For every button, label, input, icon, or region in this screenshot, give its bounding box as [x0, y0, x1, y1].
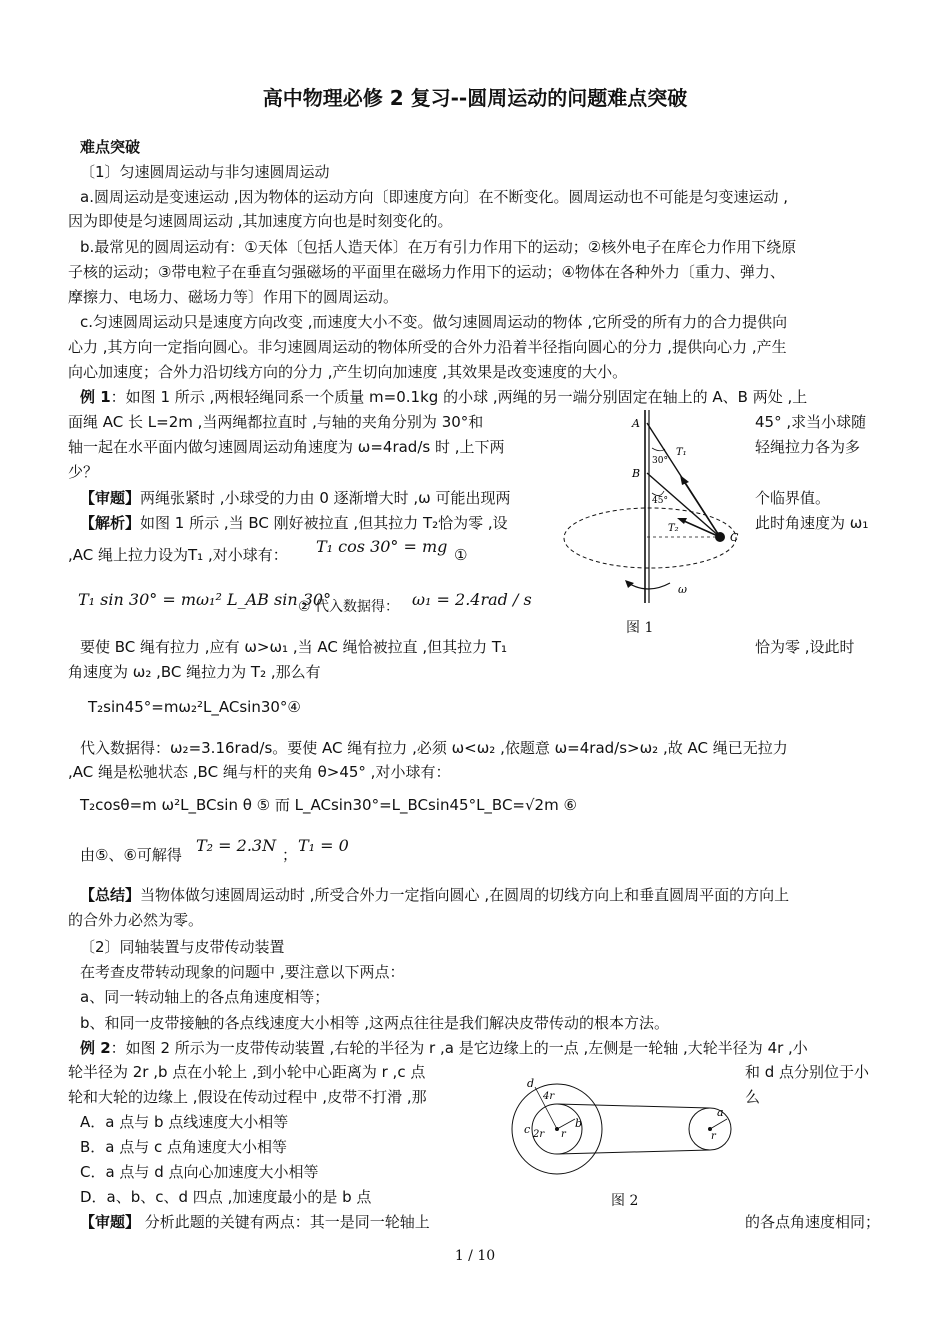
equation-1-number: ①: [454, 546, 468, 564]
part2-point-a: a、同一转动轴上的各点角速度相等；: [80, 988, 330, 1006]
equation-2-result: ω₁ = 2.4rad / s: [412, 590, 532, 609]
example1-line1-text: ：如图 1 所示 ,两根轻绳同系一个质量 m=0.1kg 的小球 ,两绳的另一端分别固定在轴上的 A、B 两处 ,上: [110, 388, 808, 406]
label-r-right: r: [711, 1131, 716, 1142]
example1-line3-right: 轻绳拉力各为多: [755, 438, 861, 456]
example2-line1: [80, 1038, 808, 1058]
page-title: 高中物理必修 2 复习--圆周运动的问题难点突破: [262, 86, 688, 110]
example2-review: [80, 1212, 430, 1232]
example1-line2-right: 45° ,求当小球随: [755, 413, 867, 431]
label-c: c: [524, 1123, 531, 1136]
label-angle-45: 45°: [652, 496, 668, 506]
label-c: C: [730, 531, 739, 544]
option-d: D．a、b、c、d 四点 ,加速度最小的是 b 点: [80, 1188, 372, 1206]
solve-t2: T₂ = 2.3N: [196, 836, 277, 855]
page-number: 1 / 10: [454, 1248, 496, 1264]
solve-prefix: 由⑤、⑥可解得: [80, 846, 182, 864]
example1-review-right: 个临界值。: [755, 489, 831, 507]
part2-heading: 〔2〕同轴装置与皮带传动装置: [80, 938, 285, 956]
example1-line2-left: 面绳 AC 长 L=2m ,当两绳都拉直时 ,与轴的夹角分别为 30°和: [68, 413, 484, 431]
label-t2: T₂: [668, 523, 679, 534]
example2-review-right: 的各点角速度相同；: [745, 1213, 881, 1231]
analysis-text: 如图 1 所示 ,当 BC 刚好被拉直 ,但其拉力 T₂恰为零 ,设: [140, 514, 508, 532]
figure-1-caption: 图 1: [626, 620, 654, 636]
belt-top: [557, 1104, 710, 1108]
section-heading: 难点突破: [80, 138, 141, 156]
figure-1: [560, 405, 750, 610]
equation-1: T₁ cos 30° = mg: [316, 537, 448, 556]
label-b: b: [575, 1117, 583, 1130]
option-b: B．a 点与 c 点角速度大小相等: [80, 1138, 288, 1156]
option-a: A．a 点与 b 点线速度大小相等: [80, 1113, 289, 1131]
part1-a-line2: 因为即使是匀速圆周运动 ,其加速度方向也是时刻变化的。: [68, 212, 453, 230]
example2-review-text: 分析此题的关键有两点：其一是同一轮轴上: [144, 1213, 430, 1231]
summary-line2: 的合外力必然为零。: [68, 911, 204, 929]
label-a: A: [632, 417, 640, 430]
example2-line1-text: ：如图 2 所示为一皮带传动装置 ,右轮的半径为 r ,a 是它边缘上的一点 ,左侧是一轮轴 ,大轮半径为 4r ,小: [110, 1039, 808, 1057]
example1-analysis: [80, 513, 508, 533]
tension-t1-arrowhead: [680, 475, 689, 485]
figure-2: [505, 1075, 740, 1185]
label-angle-30: 30°: [652, 456, 668, 466]
rotation-arrowhead: [625, 580, 634, 588]
review-text: 两绳张紧时 ,小球受的力由 0 逐渐增大时 ,ω 可能出现两: [140, 489, 511, 507]
equation-2: T₁ sin 30° = mω₁² L_AB sin 30°: [78, 590, 332, 609]
option-c: C．a 点与 d 点向心加速度大小相等: [80, 1163, 319, 1181]
radius-r-b: [557, 1119, 575, 1129]
example2-line3-left: 轮和大轮的边缘上 ,假设在传动过程中 ,皮带不打滑 ,那: [68, 1088, 427, 1106]
summary-text: 当物体做匀速圆周运动时 ,所受合外力一定指向圆心 ,在圆周的切线方向上和垂直圆周平面的方向上: [140, 886, 790, 904]
part1-a-line1: a.圆周运动是变速运动 ,因为物体的运动方向〔即速度方向〕在不断变化。圆周运动也不可能是匀变速运动 ,: [80, 188, 789, 206]
label-b: B: [632, 467, 641, 480]
example2-line3-right: 么: [745, 1088, 761, 1106]
part2-intro: 在考查皮带转动现象的问题中 ,要注意以下两点：: [80, 963, 405, 981]
example2-label: 例 2: [80, 1039, 111, 1057]
equation-2-number: ② 代入数据得：: [298, 599, 400, 615]
analysis-label: 【解析】: [80, 514, 141, 532]
ball: [715, 532, 725, 542]
equation-5: T₂cosθ=m ω²L_BCsin θ ⑤ 而 L_ACsin30°=L_BCsin45°L_BC=√2m ⑥: [80, 796, 577, 814]
angle-arc-45: [652, 491, 664, 496]
equation-4: T₂sin45°=mω₂²L_ACsin30°④: [88, 698, 301, 716]
part1-b-line2: 子核的运动；③带电粒子在垂直匀强磁场的平面里在磁场力作用下的运动；④物体在各种外力〔重力、弹力、: [68, 263, 785, 281]
example2-line2-left: 轮半径为 2r ,b 点在小轮上 ,到小轮中心距离为 r ,c 点: [68, 1063, 426, 1081]
label-4r: 4r: [543, 1091, 555, 1102]
part1-b-line3: 摩擦力、电场力、磁场力等〕作用下的圆周运动。: [68, 288, 399, 306]
label-2r: 2r: [533, 1129, 545, 1140]
label-a: a: [717, 1106, 724, 1119]
part1-heading: 〔1〕匀速圆周运动与非匀速圆周运动: [80, 163, 330, 181]
radius-r-a: [710, 1119, 727, 1129]
example1-label: 例 1: [80, 388, 111, 406]
solve-t1: T₁ = 0: [298, 836, 349, 855]
example1-review: [80, 488, 511, 508]
example1-analysis-right: 此时角速度为 ω₁: [755, 514, 869, 532]
label-d: d: [527, 1077, 535, 1090]
ac-line: ,AC 绳上拉力设为T₁ ,对小球有：: [68, 546, 288, 564]
bc-line-right: 恰为零 ,设此时: [755, 638, 855, 656]
orbit-ellipse: [564, 508, 736, 568]
summary-label: 【总结】: [80, 886, 141, 904]
substitution-line1: 代入数据得：ω₂=3.16rad/s。要使 AC 绳有拉力 ,必须 ω<ω₂ ,依题意 ω=4rad/s>ω₂ ,故 AC 绳已无拉力: [80, 739, 788, 757]
example1-line3-left: 轴一起在水平面内做匀速圆周运动角速度为 ω=4rad/s 时 ,上下两: [68, 438, 505, 456]
label-omega: ω: [678, 583, 687, 596]
left-center: [555, 1127, 559, 1131]
figure-2-caption: 图 2: [611, 1193, 639, 1209]
solve-separator: ；: [282, 846, 298, 864]
omega2-line: 角速度为 ω₂ ,BC 绳拉力为 T₂ ,那么有: [68, 663, 321, 681]
part1-c-line1: c.匀速圆周运动只是速度方向改变 ,而速度大小不变。做匀速圆周运动的物体 ,它所受的所有力的合力提供向: [80, 313, 788, 331]
bc-line-left: 要使 BC 绳有拉力 ,应有 ω>ω₁ ,当 AC 绳恰被拉直 ,但其拉力 T₁: [80, 638, 508, 656]
part1-c-line3: 向心加速度；合外力沿切线方向的分力 ,产生切向加速度 ,其效果是改变速度的大小。: [68, 363, 628, 381]
example2-line2-right: 和 d 点分别位于小: [745, 1063, 870, 1081]
example1-line1: [80, 387, 807, 407]
example1-line4: 少？: [68, 463, 99, 481]
label-t1: T₁: [676, 447, 687, 458]
substitution-line2: ,AC 绳是松驰状态 ,BC 绳与杆的夹角 θ>45° ,对小球有：: [68, 763, 451, 781]
part1-c-line2: 心力 ,其方向一定指向圆心。非匀速圆周运动的物体所受的合外力沿着半径指向圆心的分力 ,提供向心力 ,产生: [68, 338, 787, 356]
label-r-left: r: [561, 1129, 566, 1140]
example2-review-label: 【审题】: [80, 1213, 141, 1231]
summary-line1: [80, 885, 789, 905]
part2-point-b: b、和同一皮带接触的各点线速度大小相等 ,这两点往往是我们解决皮带传动的根本方法。: [80, 1014, 670, 1032]
part1-b-line1: b.最常见的圆周运动有：①天体〔包括人造天体〕在万有引力作用下的运动；②核外电子在库仑力作用下绕原: [80, 238, 797, 256]
review-label: 【审题】: [80, 489, 141, 507]
belt-bottom: [557, 1150, 710, 1154]
